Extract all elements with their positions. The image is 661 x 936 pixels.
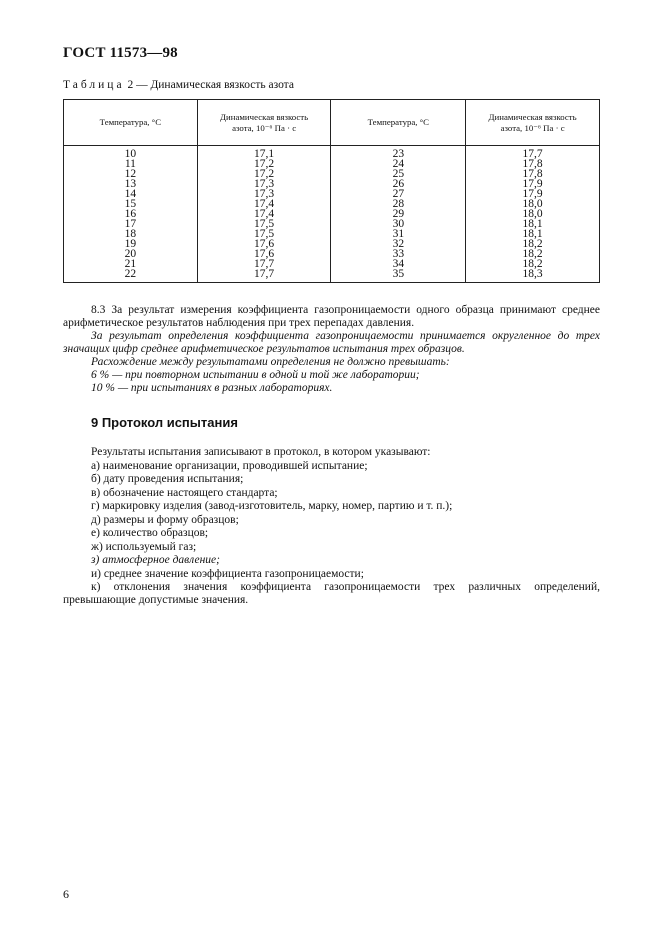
table-cell: 17,4 (197, 199, 331, 209)
table-cell: 18,2 (466, 249, 600, 259)
table-caption (63, 79, 294, 91)
page-number: 6 (63, 887, 69, 901)
table-cell: 33 (331, 249, 466, 259)
header-viscosity-2-line1: Динамическая вязкость (488, 111, 577, 122)
section-8-3 (63, 304, 600, 395)
table-row (64, 146, 600, 160)
table-cell: 30 (331, 219, 466, 229)
table-cell: 18,0 (466, 199, 600, 209)
table-cell: 17,3 (197, 179, 331, 189)
list-item: в) обозначение настоящего стандарта; (91, 486, 278, 499)
paragraph-8-3: 8.3 За результат измерения коэффициента газопроницаемости одного образца принимают среднее арифметическое результатов наблюдения при трех перепадах давления. (63, 304, 600, 329)
table-cell: 20 (64, 249, 198, 259)
table-cell: 18,1 (466, 229, 600, 239)
header-viscosity-1-line2: азота, 10⁻⁶ Па · с (232, 122, 297, 133)
table-row (64, 179, 600, 189)
table-cell: 17,5 (197, 229, 331, 239)
document-code: ГОСТ 11573—98 (63, 45, 178, 61)
table-cell: 18,3 (466, 269, 600, 283)
viscosity-table (63, 99, 600, 283)
table-row (64, 159, 600, 169)
table-row (64, 249, 600, 259)
table-row (64, 239, 600, 249)
paragraph-different-labs: 10 % — при испытаниях в разных лабораториях. (91, 382, 333, 394)
table-cell: 24 (331, 159, 466, 169)
table-cell: 17,7 (466, 146, 600, 160)
table-cell: 17,4 (197, 209, 331, 219)
header-viscosity-1-line1: Динамическая вязкость (220, 111, 309, 122)
table-row (64, 219, 600, 229)
table-cell: 17,2 (197, 169, 331, 179)
list-item: г) маркировку изделия (завод-изготовитель, марку, номер, партию и т. п.); (91, 500, 453, 512)
paragraph-result-rounding: За результат определения коэффициента газопроницаемости принимается округленное до трех значащих цифр среднее арифметическое результатов испытания трех образцов. (63, 330, 600, 355)
list-item: б) дату проведения испытания; (91, 473, 244, 485)
list-item: ж) используемый газ; (91, 540, 197, 553)
table-cell: 29 (331, 209, 466, 219)
table-row (64, 199, 600, 209)
table-cell: 17,5 (197, 219, 331, 229)
table-caption-title: 2 — Динамическая вязкость азота (124, 79, 294, 91)
table-cell: 13 (64, 179, 198, 189)
table-cell: 17,8 (466, 159, 600, 169)
table-cell: 17,1 (197, 146, 331, 160)
table-row (64, 169, 600, 179)
table-cell: 17,2 (197, 159, 331, 169)
table-cell: 17,8 (466, 169, 600, 179)
table-cell: 19 (64, 239, 198, 249)
table-cell: 18,2 (466, 259, 600, 269)
table-cell: 25 (331, 169, 466, 179)
table-cell: 14 (64, 189, 198, 199)
table-cell: 12 (64, 169, 198, 179)
table-cell: 15 (64, 199, 198, 209)
table-cell: 34 (331, 259, 466, 269)
table-cell: 18,0 (466, 209, 600, 219)
table-cell: 21 (64, 259, 198, 269)
list-item: а) наименование организации, проводившей испытание; (91, 459, 368, 472)
table-cell: 23 (331, 146, 466, 160)
table-cell: 17,7 (197, 259, 331, 269)
table-row (64, 189, 600, 199)
protocol-intro: Результаты испытания записывают в протокол, в котором указывают: (91, 446, 431, 458)
header-viscosity-2-line2: азота, 10⁻⁶ Па · с (500, 122, 565, 133)
header-temperature-1: Температура, °С (64, 100, 198, 146)
table-cell: 17,6 (197, 249, 331, 259)
table-cell: 17 (64, 219, 198, 229)
list-item: е) количество образцов; (91, 527, 209, 539)
table-cell: 32 (331, 239, 466, 249)
table-cell: 27 (331, 189, 466, 199)
table-cell: 10 (64, 146, 198, 160)
table-cell: 26 (331, 179, 466, 189)
list-item: к) отклонения значения коэффициента газопроницаемости трех различных определений, превышающие допустимые значения. (63, 581, 600, 606)
paragraph-discrepancy: Расхождение между результатами определения не должно превышать: (91, 356, 450, 368)
list-item: з) атмосферное давление; (91, 554, 220, 566)
table-row (64, 209, 600, 219)
table-cell: 18,2 (466, 239, 600, 249)
table-row (64, 259, 600, 269)
table-cell: 11 (64, 159, 198, 169)
table-cell: 35 (331, 269, 466, 283)
table-cell: 31 (331, 229, 466, 239)
table-row (64, 229, 600, 239)
table-cell: 22 (64, 269, 198, 283)
table-cell: 17,7 (197, 269, 331, 283)
section-9-body (63, 446, 600, 608)
table-header-row (64, 100, 600, 146)
table-cell: 17,6 (197, 239, 331, 249)
table-caption-word: Таблица (63, 79, 125, 91)
header-temperature-2: Температура, °С (331, 100, 466, 146)
header-viscosity-2 (466, 100, 600, 146)
table-cell: 18,1 (466, 219, 600, 229)
header-viscosity-1 (197, 100, 331, 146)
table-cell: 18 (64, 229, 198, 239)
section-9-heading: 9 Протокол испытания (91, 415, 238, 430)
list-item: и) среднее значение коэффициента газопроницаемости; (91, 567, 364, 580)
table-cell: 16 (64, 209, 198, 219)
paragraph-repeat-test: 6 % — при повторном испытании в одной и той же лаборатории; (91, 369, 420, 381)
list-item: д) размеры и форму образцов; (91, 513, 239, 526)
table-cell: 17,9 (466, 189, 600, 199)
table-cell: 17,3 (197, 189, 331, 199)
table-row (64, 269, 600, 283)
table-cell: 28 (331, 199, 466, 209)
table-cell: 17,9 (466, 179, 600, 189)
